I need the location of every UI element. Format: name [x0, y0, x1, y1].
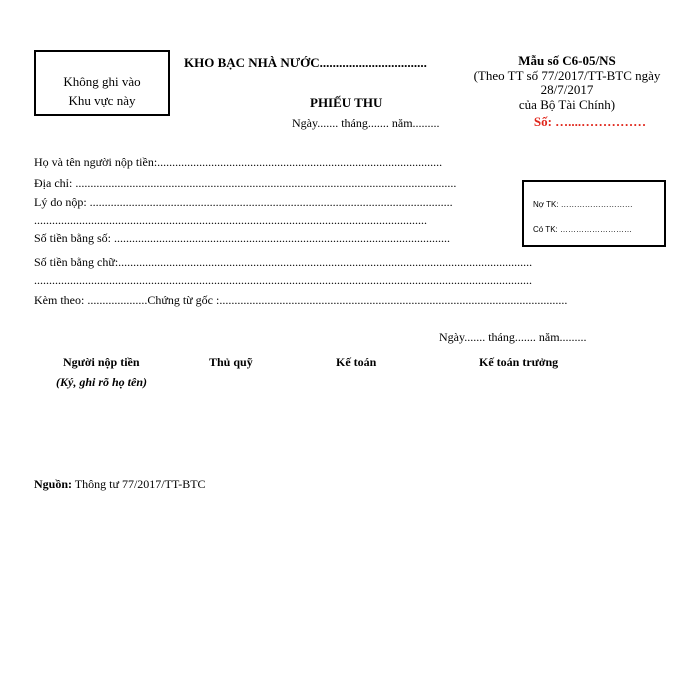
- no-write-box: [34, 50, 170, 116]
- source-line: [34, 477, 206, 492]
- form-code: Mẫu số C6-05/NS: [518, 53, 616, 68]
- form-ref-line3: của Bộ Tài Chính): [518, 97, 616, 112]
- payer-signature-label: Người nộp tiền: [63, 355, 140, 369]
- form-ref-line2: 28/7/2017: [540, 82, 594, 97]
- receipt-number: Số: …....……………: [533, 114, 647, 129]
- payer-signature-note: (Ký, ghi rõ họ tên): [56, 375, 148, 389]
- chief-accountant-signature-label: Kế toán trưởng: [479, 355, 559, 369]
- accountant-signature-label: Kế toán: [336, 355, 377, 369]
- payer-name-field: Họ và tên người nộp tiền:...............................................................................................: [34, 155, 443, 169]
- no-write-line2: Khu vực này: [68, 93, 136, 108]
- amount-words-continuation: ......................................................................................................................................................................: [34, 273, 532, 287]
- source-value: Thông tư 77/2017/TT-BTC: [72, 477, 206, 491]
- page-title: PHIẾU THU: [310, 95, 383, 110]
- source-label: Nguồn:: [34, 477, 73, 491]
- credit-account: Có TK: ………………………: [533, 225, 632, 234]
- debit-account: Nợ TK: ………………………: [533, 200, 633, 209]
- reason-field: Lý do nộp: .........................................................................................................................: [34, 195, 453, 209]
- treasury-name: KHO BẠC NHÀ NƯỚC.................................: [184, 55, 427, 70]
- form-ref-line1: (Theo TT số 77/2017/TT-BTC ngày: [473, 68, 661, 83]
- header-date-line: Ngày....... tháng....... năm.........: [292, 116, 440, 130]
- no-write-line1: Không ghi vào: [63, 74, 141, 89]
- reason-continuation: ...................................................................................................................................: [34, 213, 427, 227]
- cashier-signature-label: Thủ quỹ: [209, 355, 253, 369]
- signature-date-line: Ngày....... tháng....... năm.........: [439, 330, 587, 344]
- attached-documents-field: Kèm theo: ....................Chứng từ gốc :....................................................................................................................: [34, 293, 568, 307]
- amount-number-field: Số tiền bằng số: ................................................................................................................: [34, 231, 450, 245]
- amount-words-field: Số tiền bằng chữ:..........................................................................................................................................: [34, 255, 533, 269]
- address-field: Địa chỉ: ...............................................................................................................................: [34, 176, 457, 190]
- account-box: [522, 180, 666, 247]
